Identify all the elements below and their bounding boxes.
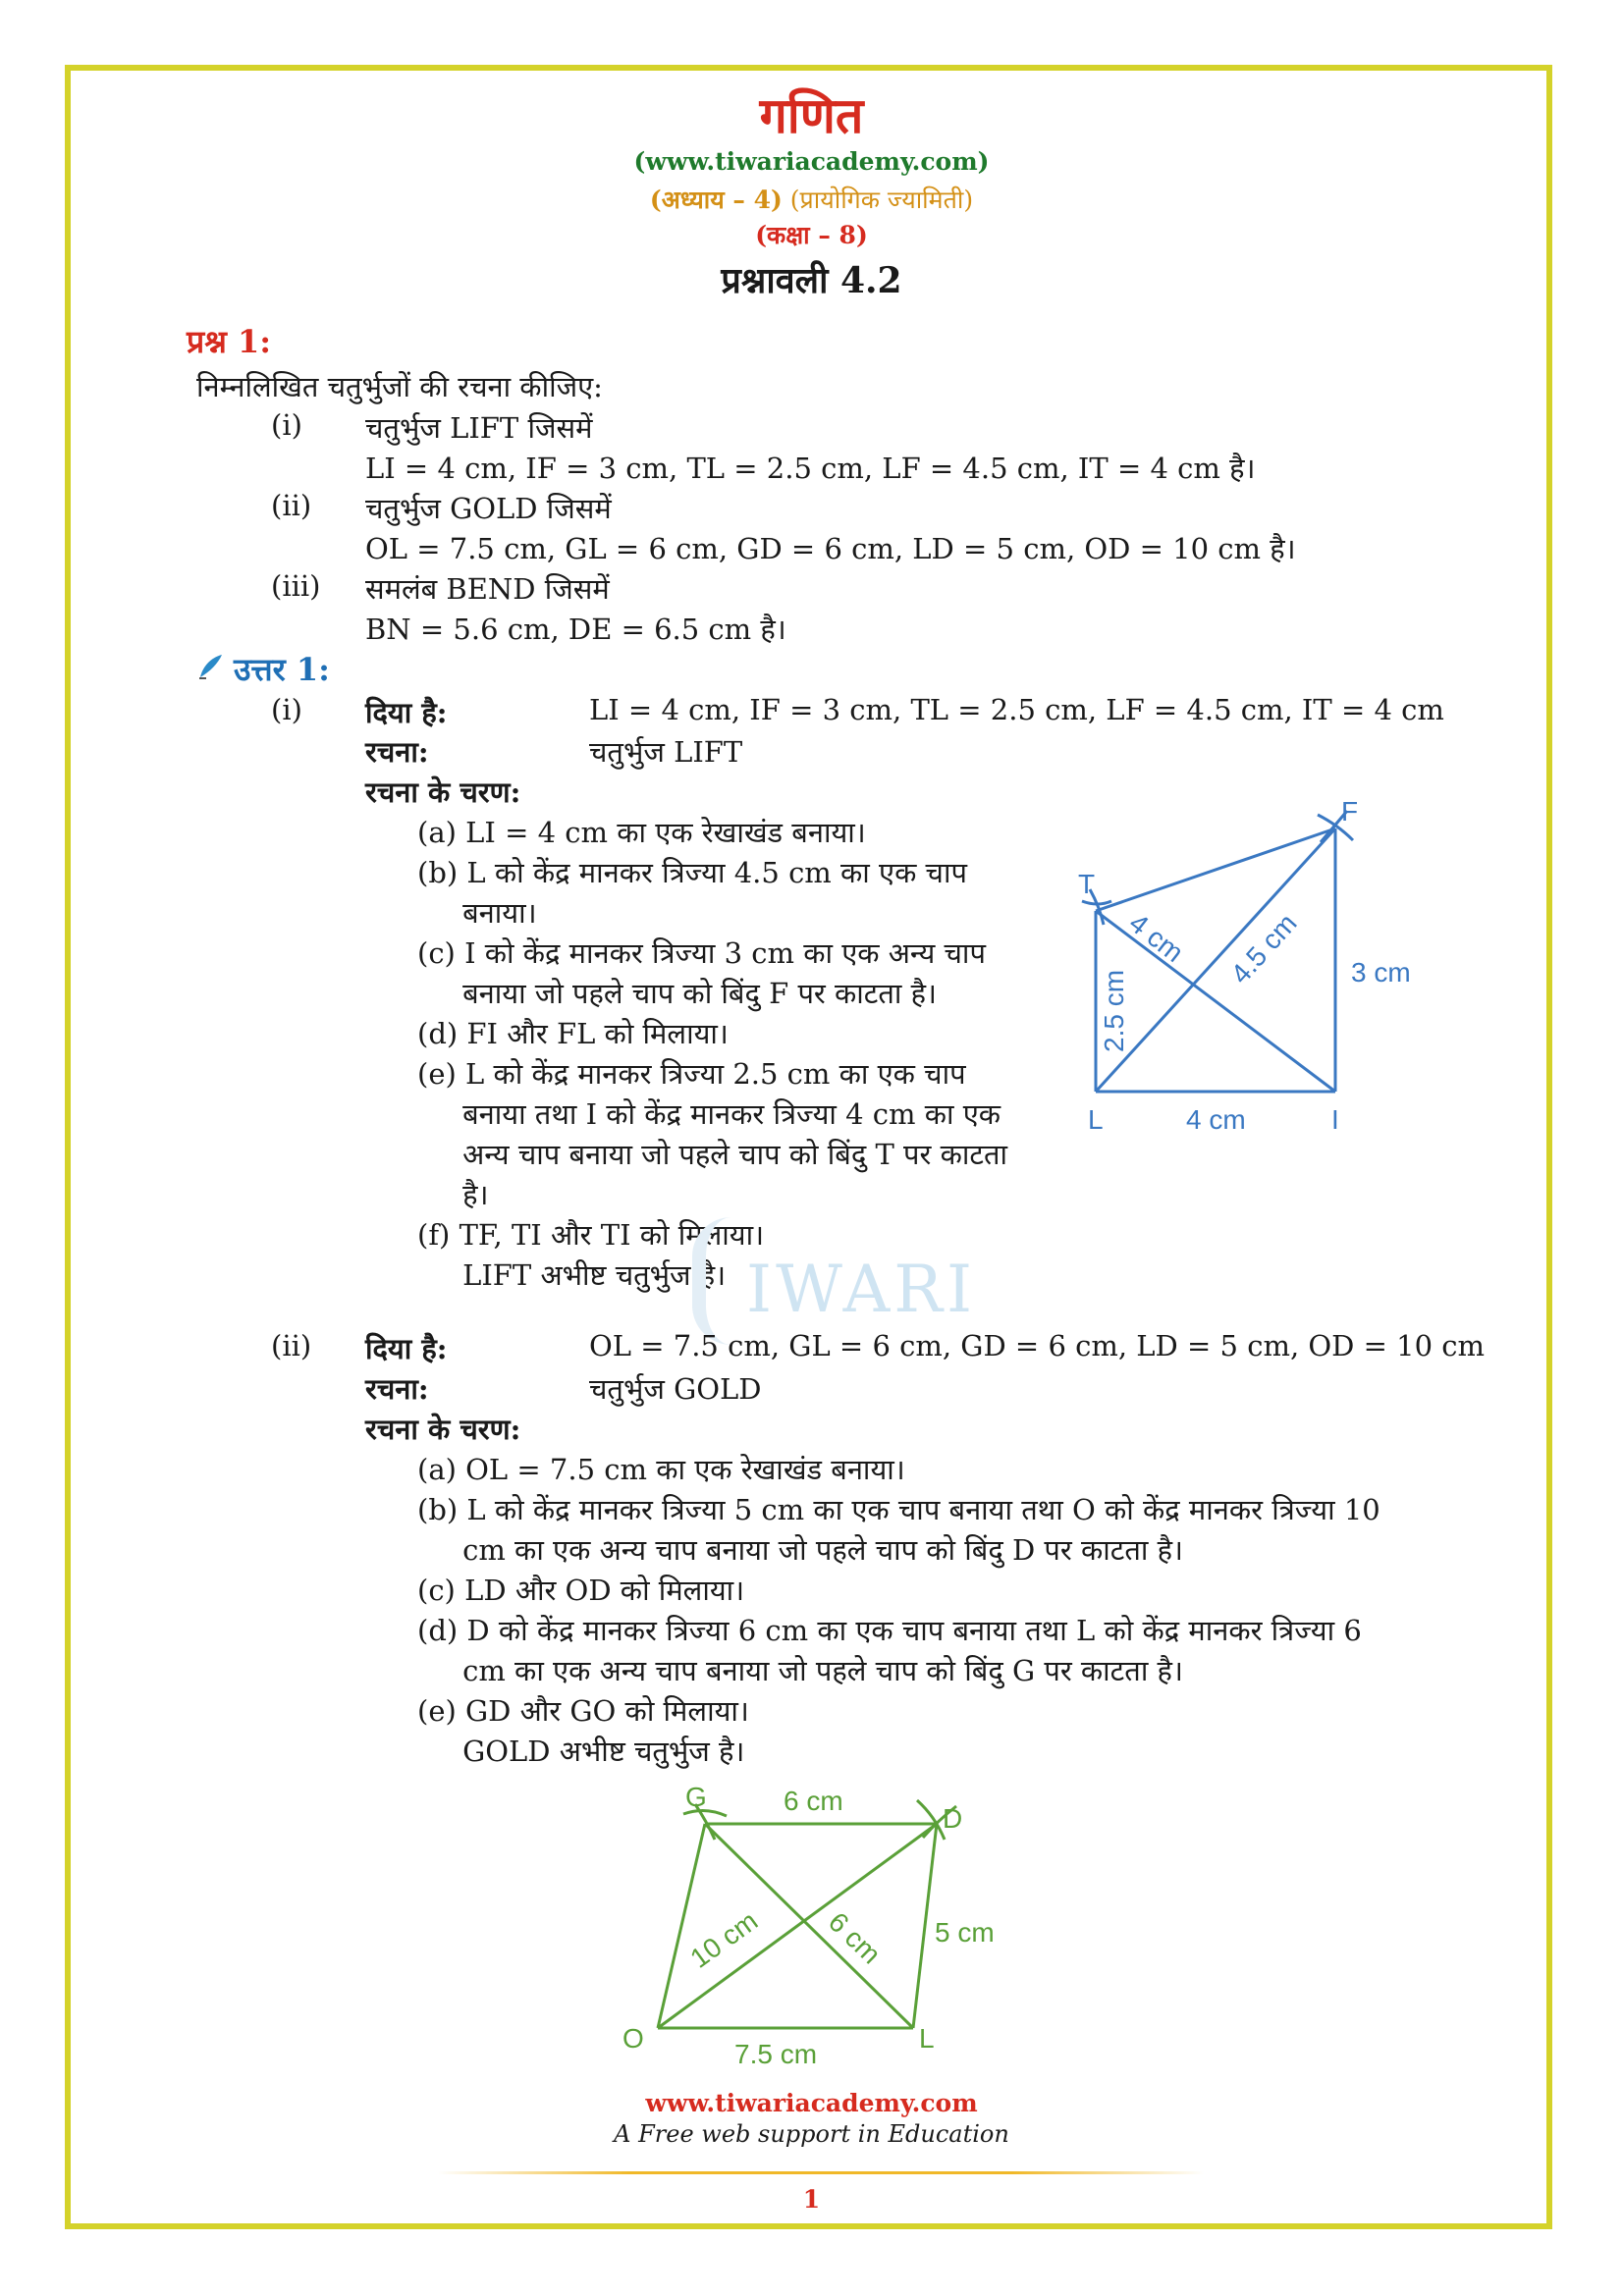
answer-part-num: (ii) [271, 1329, 312, 1362]
chapter-number: (अध्याय – 4) [649, 186, 783, 214]
step-line: (b) L को केंद्र मानकर त्रिज्या 4.5 cm का एक चाप [417, 856, 967, 889]
step-line: (c) LD और OD को मिलाया। [417, 1574, 745, 1607]
answer-label: उत्तर 1: [234, 651, 330, 688]
question-part-title: चतुर्भुज GOLD जिसमें [365, 492, 612, 525]
side-label: 7.5 cm [734, 2039, 818, 2069]
steps-label: रचना के चरण: [365, 1413, 521, 1446]
given-label: दिया है: [365, 696, 448, 729]
step-line: बनाया। [417, 896, 537, 930]
segment-ti [1096, 911, 1335, 1092]
footer-divider [438, 2171, 1204, 2174]
chapter-line [0, 183, 1623, 216]
question-part-num: (i) [271, 408, 302, 442]
question-part-num: (ii) [271, 489, 312, 522]
step-line: अन्य चाप बनाया जो पहले चाप को बिंदु T पर काटता [417, 1138, 1008, 1171]
step-line: (a) LI = 4 cm का एक रेखाखंड बनाया। [417, 816, 866, 849]
exercise-title: प्रश्नावली 4.2 [721, 260, 902, 301]
side-label: 2.5 cm [1099, 969, 1129, 1052]
step-line: (a) OL = 7.5 cm का एक रेखाखंड बनाया। [417, 1453, 905, 1486]
page-number: 1 [802, 2185, 821, 2214]
construction-label: रचना: [365, 1372, 429, 1406]
vertex-label: G [685, 1782, 707, 1812]
question-part-detail: OL = 7.5 cm, GL = 6 cm, GD = 6 cm, LD = 5 cm, OD = 10 cm है। [365, 532, 1296, 565]
given-label: दिया है: [365, 1332, 448, 1365]
step-line: (b) L को केंद्र मानकर त्रिज्या 5 cm का एक चाप बनाया तथा O को केंद्र मानकर त्रिज्या 10 [417, 1493, 1380, 1526]
website-link[interactable]: (www.tiwariacademy.com) [633, 147, 990, 176]
vertex-label: O [622, 2023, 644, 2054]
vertex-label: I [1331, 1104, 1339, 1135]
vertex-label: L [919, 2023, 935, 2054]
vertex-label: L [1088, 1104, 1104, 1135]
vertex-label: D [943, 1803, 963, 1834]
question-intro: निम्नलिखित चतुर्भुजों की रचना कीजिए: [196, 370, 603, 403]
construction-label: रचना: [365, 735, 429, 769]
construction-value: चतुर्भुज GOLD [589, 1372, 762, 1406]
diagonal-label: 4.5 cm [1224, 907, 1303, 990]
diagonal-label: 6 cm [822, 1906, 888, 1970]
segment-lf [1096, 828, 1335, 1092]
construction-value: चतुर्भुज LIFT [589, 735, 743, 769]
side-label: 5 cm [935, 1917, 995, 1948]
steps-label: रचना के चरण: [365, 775, 521, 809]
step-line: (e) L को केंद्र मानकर त्रिज्या 2.5 cm का एक चाप [417, 1057, 966, 1091]
answer-part-num: (i) [271, 693, 302, 726]
figure-lift [1060, 785, 1453, 1148]
given-values: OL = 7.5 cm, GL = 6 cm, GD = 6 cm, LD = 5 cm, OD = 10 cm [589, 1329, 1485, 1362]
step-line: (c) I को केंद्र मानकर त्रिज्या 3 cm का एक अन्य चाप [417, 936, 986, 970]
step-line: (e) GD और GO को मिलाया। [417, 1694, 749, 1728]
footer-website-link[interactable]: www.tiwariacademy.com [645, 2089, 978, 2117]
figure-gold [609, 1777, 1021, 2071]
diagonal-label: 4 cm [1123, 907, 1190, 969]
question-part-title: समलंब BEND जिसमें [365, 572, 610, 606]
segment-od [658, 1824, 937, 2028]
step-line: बनाया तथा I को केंद्र मानकर त्रिज्या 4 cm का एक [417, 1097, 1001, 1131]
step-line: बनाया जो पहले चाप को बिंदु F पर काटता है। [417, 977, 938, 1010]
step-line: cm का एक अन्य चाप बनाया जो पहले चाप को बिंदु G पर काटता है। [417, 1654, 1183, 1687]
step-line: (d) D को केंद्र मानकर त्रिज्या 6 cm का एक चाप बनाया तथा L को केंद्र मानकर त्रिज्या 6 [417, 1614, 1362, 1647]
page-title: गणित [759, 86, 864, 144]
diagonal-label: 10 cm [684, 1904, 764, 1974]
question-label: प्रश्न 1: [187, 323, 272, 360]
step-line: (f) TF, TI और TI को मिलाया। [417, 1218, 765, 1252]
question-part-num: (iii) [271, 569, 321, 603]
pen-icon [196, 652, 226, 681]
question-part-detail: LI = 4 cm, IF = 3 cm, TL = 2.5 cm, LF = 4.5 cm, IT = 4 cm है। [365, 452, 1256, 485]
side-label: 4 cm [1186, 1104, 1246, 1135]
given-values: LI = 4 cm, IF = 3 cm, TL = 2.5 cm, LF = 4.5 cm, IT = 4 cm [589, 693, 1444, 726]
step-line: है। [417, 1178, 489, 1211]
step-line: (d) FI और FL को मिलाया। [417, 1017, 729, 1050]
step-line: cm का एक अन्य चाप बनाया जो पहले चाप को बिंदु D पर काटता है। [417, 1533, 1184, 1567]
question-part-title: चतुर्भुज LIFT जिसमें [365, 411, 593, 445]
class-label: (कक्षा – 8) [755, 221, 868, 249]
question-part-detail: BN = 5.6 cm, DE = 6.5 cm है। [365, 613, 786, 646]
chapter-name: (प्रायोगिक ज्यामिती) [789, 186, 974, 214]
side-label: 6 cm [784, 1786, 843, 1816]
vertex-label: F [1341, 796, 1359, 827]
side-label: 3 cm [1351, 957, 1411, 988]
step-line: GOLD अभीष्ट चतुर्भुज है। [417, 1735, 745, 1768]
segment-ld [913, 1824, 937, 2028]
footer-tagline: A Free web support in Education [614, 2120, 1009, 2148]
watermark: IWARI [746, 1252, 977, 1327]
step-line: LIFT अभीष्ट चतुर्भुज है। [417, 1258, 727, 1292]
vertex-label: T [1078, 869, 1096, 899]
